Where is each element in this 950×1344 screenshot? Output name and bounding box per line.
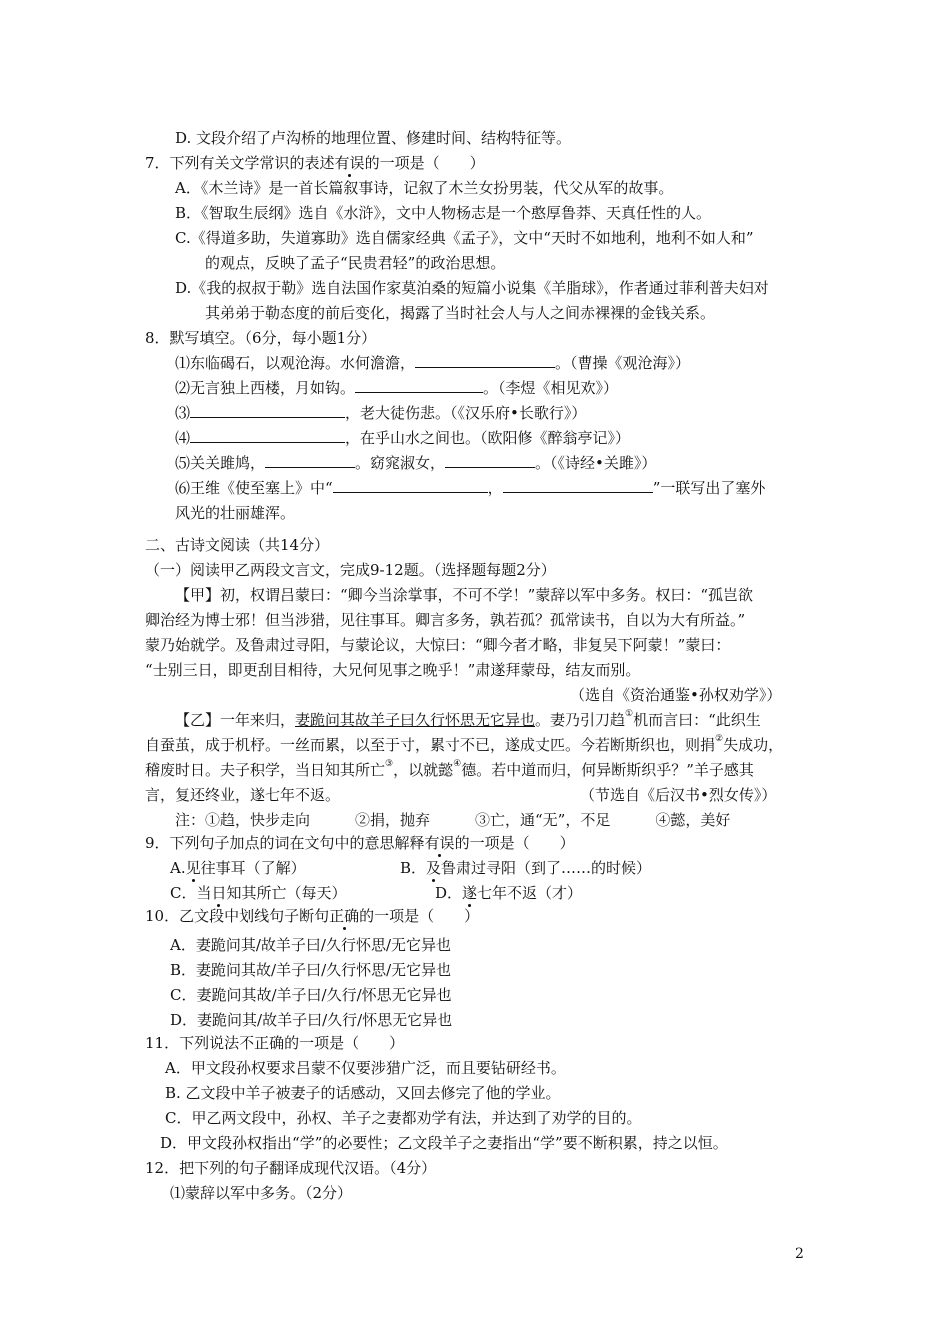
answer-blank[interactable] xyxy=(190,428,345,443)
answer-blank[interactable] xyxy=(190,403,345,418)
q7-option-d-cont: 其弟弟于勒态度的前后变化，揭露了当时社会人与人之间赤裸裸的金钱关系。 xyxy=(205,304,716,322)
q9-option-a: A.见往事耳（了解） xyxy=(170,859,306,877)
emphasis-dots: 有误 xyxy=(334,154,365,172)
q10-option-d: D．妻跪问其/故羊子曰/久行/怀思无它异也 xyxy=(170,1011,453,1029)
q8-item-6: ⑹王维《使至塞上》中“ ， ”一联写出了塞外 xyxy=(175,479,766,497)
answer-blank[interactable] xyxy=(445,453,535,468)
q11-stem: 11．下列说法不正确的一项是（ ） xyxy=(145,1034,405,1052)
dotted-word: 遂 xyxy=(462,884,478,902)
section-instruction: （一）阅读甲乙两段文言文，完成9-12题。（选择题每题2分） xyxy=(145,561,556,579)
q10-option-a: A．妻跪问其/故羊子曰/久行怀思/无它异也 xyxy=(170,936,451,954)
q8-item-3: ⑶ ，老大徒伤悲。（《汉乐府•长歌行》） xyxy=(175,404,587,422)
q8-item-6-cont: 风光的壮丽雄浑。 xyxy=(175,504,296,522)
q6-option-d: D. 文段介绍了卢沟桥的地理位置、修建时间、结构特征等。 xyxy=(175,129,572,147)
passage-jia-source: （选自《资治通鉴•孙权劝学》） xyxy=(570,686,782,704)
answer-blank[interactable] xyxy=(265,453,355,468)
q12-stem: 12．把下列的句子翻译成现代汉语。（4分） xyxy=(145,1159,437,1177)
q11-option-a: A．甲文段孙权要求吕蒙不仅要涉猎广泛，而且要钻研经书。 xyxy=(165,1059,566,1077)
q8-item-5: ⑸关关雎鸠， 。窈窕淑女， 。（《诗经•关雎》） xyxy=(175,454,657,472)
footnote-mark: ③ xyxy=(385,759,394,769)
footnote-mark: ② xyxy=(715,734,724,744)
passage-jia-line: 卿治经为博士邪！但当涉猎，见往事耳。卿言多务，孰若孤？孤常读书，自以为大有所益。” xyxy=(145,611,746,629)
q11-option-c: C．甲乙两文段中，孙权、羊子之妻都劝学有法，并达到了劝学的目的。 xyxy=(165,1109,642,1127)
dotted-word: 日 xyxy=(211,884,227,902)
passage-yi-line: 言，复还终业，遂七年不返。 xyxy=(145,786,341,804)
q7-option-c: C.《得道多助，失道寡助》选自儒家经典《孟子》，文中“天时不如地利，地利不如人和” xyxy=(175,229,754,247)
q10-stem: 10．乙文段中划线句子断句正确的一项是（ ） xyxy=(145,907,480,925)
answer-blank[interactable] xyxy=(355,378,483,393)
q10-option-b: B．妻跪问其故/羊子曰/久行怀思/无它异也 xyxy=(170,961,452,979)
emphasis-dots: 有误 xyxy=(424,834,455,852)
passage-jia-line: 蒙乃始就学。及鲁肃过寻阳，与蒙论议，大惊曰：“卿今者才略，非复吴下阿蒙！”蒙曰： xyxy=(145,636,731,654)
answer-blank[interactable] xyxy=(333,478,488,493)
section-title: 二、古诗文阅读（共14分） xyxy=(145,536,330,554)
underlined-sentence: 妻跪问其故羊子曰久行怀思无它异也 xyxy=(295,711,536,729)
page-number: 2 xyxy=(795,1246,804,1262)
passage-yi-notes: 注：①趋，快步走向 ②捐，抛弃 ③亡，通“无”，不足 ④懿，美好 xyxy=(175,811,731,829)
passage-jia-line: 【甲】初，权谓吕蒙曰：“卿今当涂掌事，不可不学！”蒙辞以军中多务。权曰：“孤岂欲 xyxy=(175,586,754,604)
dotted-word: 及 xyxy=(426,859,442,877)
passage-yi-line: 稽废时日。夫子积学，当日知其所亡③，以就懿④德。若中道而归，何异断斯织乎？”羊子感其 xyxy=(145,759,754,779)
answer-blank[interactable] xyxy=(503,478,653,493)
passage-yi-source: （节选自《后汉书•烈女传》） xyxy=(580,786,777,804)
q7-stem: 7．下列有关文学常识的表述有误的一项是（ ） xyxy=(145,154,485,172)
q7-option-d: D.《我的叔叔于勒》选自法国作家莫泊桑的短篇小说集《羊脂球》，作者通过菲利普夫妇对 xyxy=(175,279,769,297)
q12-sentence-1: ⑴蒙辞以军中多务。（2分） xyxy=(170,1184,353,1202)
q8-item-4: ⑷ ，在乎山水之间也。（欧阳修《醉翁亭记》） xyxy=(175,429,631,447)
q9-stem: 9．下列句子加点的词在文句中的意思解释有误的一项是（ ） xyxy=(145,834,575,852)
q9-option-b: B．及鲁肃过寻阳（到了……的时候） xyxy=(400,859,652,877)
q8-item-1: ⑴东临碣石，以观沧海。水何澹澹， 。（曹操《观沧海》） xyxy=(175,354,691,372)
q7-option-c-cont: 的观点，反映了孟子“民贵君轻”的政治思想。 xyxy=(205,254,506,272)
q11-option-d: D．甲文段孙权指出“学”的必要性；乙文段羊子之妻指出“学”要不断积累，持之以恒。 xyxy=(160,1134,728,1152)
footnote-mark: ④ xyxy=(453,759,462,769)
q7-option-b: B．《智取生辰纲》选自《水浒》，文中人物杨志是一个憨厚鲁莽、天真任性的人。 xyxy=(175,204,712,222)
q8-item-2: ⑵无言独上西楼，月如钩。 。（李煜《相见欢》） xyxy=(175,379,619,397)
passage-jia-line: “士别三日，即更刮目相待，大兄何见事之晚乎！”肃遂拜蒙母，结友而别。 xyxy=(145,661,641,679)
footnote-mark: ① xyxy=(625,709,634,719)
q10-option-c: C．妻跪问其故/羊子曰/久行/怀思无它异也 xyxy=(170,986,452,1004)
q11-option-b: B. 乙文段中羊子被妻子的话感动，又回去修完了他的学业。 xyxy=(165,1084,561,1102)
q8-stem: 8．默写填空。（6分，每小题1分） xyxy=(145,329,377,347)
dotted-word: 见 xyxy=(185,859,201,877)
q7-option-a: A．《木兰诗》是一首长篇叙事诗，记叙了木兰女扮男装，代父从军的故事。 xyxy=(175,179,674,197)
answer-blank[interactable] xyxy=(415,353,555,368)
emphasis-dots: 正确 xyxy=(329,907,360,925)
passage-yi-line: 自蚕茧，成于机杼。一丝而累，以至于寸，累寸不已，遂成丈匹。今若断斯织也，则捐②失成功， xyxy=(145,734,784,754)
q9-option-d: D．遂七年不返（才） xyxy=(435,884,583,902)
passage-yi-line: 【乙】一年来归，妻跪问其故羊子曰久行怀思无它异也。妻乃引刀趋①机而言曰：“此织生 xyxy=(175,709,761,729)
q9-option-c: C．当日知其所亡（每天） xyxy=(170,884,347,902)
